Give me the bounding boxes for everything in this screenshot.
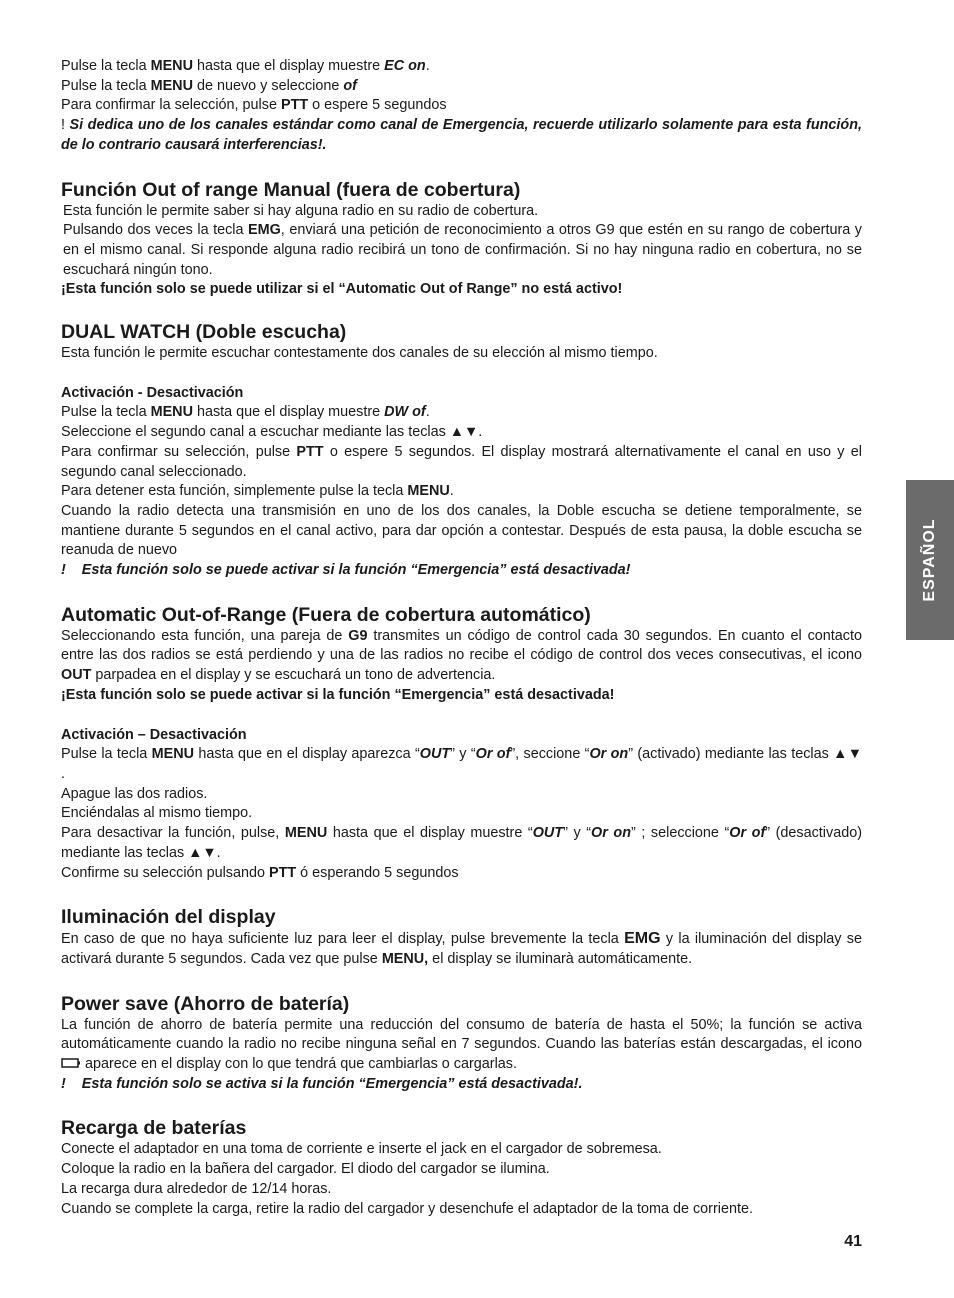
intro-line-1: Pulse la tecla MENU hasta que el display muestre EC on. bbox=[61, 58, 430, 74]
auto-oor-subheading: Activación – Desactivación bbox=[61, 726, 247, 743]
battery-icon bbox=[61, 1057, 81, 1069]
language-tab-label: ESPAÑOL bbox=[921, 518, 938, 602]
recharge-step-2: Coloque la radio en la bañera del cargador. El diodo del cargador se ilumina. bbox=[61, 1161, 550, 1178]
dual-watch-detail: Cuando la radio detecta una transmisión en uno de los dos canales, la Doble escucha se detiene temporalmente, se mantiene durante 5 segundos en el canal activo, para dar opción a contestar. Después de esta pausa, la doble escucha se reanuda de nuevo bbox=[61, 502, 862, 559]
page-content bbox=[61, 57, 862, 1219]
section-title-battery-recharge: Recarga de baterías bbox=[61, 1117, 247, 1140]
auto-oor-step-5: Confirme su selección pulsando PTT ó esperando 5 segundos bbox=[61, 864, 459, 881]
auto-oor-description: Seleccionando esta función, una pareja de G9 transmites un código de control cada 30 segundos. En cuanto el contacto entre las dos radios se está perdiendo y una de las radios no recibe el código de control dos veces consecutivas, el icono OUT parpadea en el display y se escuchará un tono de advertencia. bbox=[61, 627, 862, 684]
dual-watch-step-3: Para confirmar su selección, pulse PTT o espere 5 segundos. El display mostrará alternativamente el canal en uso y el segundo canal seleccionado. bbox=[61, 443, 862, 480]
display-lighting-description: En caso de que no haya suficiente luz para leer el display, pulse brevemente la tecla EMG y la iluminación del display se activará durante 5 segundos. Cada vez que pulse MENU, el display se iluminarà automáticamente. bbox=[61, 930, 863, 967]
manual-oor-intro: Esta función le permite saber si hay alguna radio en su radio de cobertura. bbox=[63, 202, 539, 219]
section-title-manual-out-of-range: Función Out of range Manual (fuera de cobertura) bbox=[61, 178, 521, 201]
manual-oor-description: Pulsando dos veces la tecla EMG, enviará una petición de reconocimiento a otros G9 que estén en su rango de cobertura y en el mismo canal. Si responde alguna radio recibirá un tono de confirmación. Si no hay ninguna radio en cobertura, no se escuchará ningún tono. bbox=[63, 222, 862, 278]
dual-watch-warning: ! Esta función solo se puede activar si la función “Emergencia” está desactivada! bbox=[61, 562, 631, 579]
auto-oor-note: ¡Esta función solo se puede activar si la función “Emergencia” está desactivada! bbox=[61, 686, 615, 703]
recharge-step-4: Cuando se complete la carga, retire la radio del cargador y desenchufe el adaptador de la toma de corriente. bbox=[61, 1200, 753, 1217]
dual-watch-step-2: Seleccione el segundo canal a escuchar mediante las teclas ▲▼. bbox=[61, 424, 483, 441]
auto-oor-step-3: Enciéndalas al mismo tiempo. bbox=[61, 805, 253, 822]
dual-watch-subheading: Activación - Desactivación bbox=[61, 384, 244, 401]
section-title-automatic-out-of-range: Automatic Out-of-Range (Fuera de cobertura automático) bbox=[61, 603, 591, 626]
recharge-step-3: La recarga dura alrededor de 12/14 horas. bbox=[61, 1180, 332, 1197]
manual-oor-note: ¡Esta función solo se puede utilizar si el “Automatic Out of Range” no está activo! bbox=[61, 281, 623, 298]
section-title-display-lighting: Iluminación del display bbox=[61, 906, 276, 929]
page-number: 41 bbox=[844, 1233, 862, 1250]
section-title-dual-watch: DUAL WATCH (Doble escucha) bbox=[61, 321, 347, 344]
dual-watch-intro: Esta función le permite escuchar contestamente dos canales de su elección al mismo tiempo. bbox=[61, 345, 658, 362]
language-tab bbox=[906, 480, 954, 640]
power-save-warning: ! Esta función solo se activa si la función “Emergencia” está desactivada!. bbox=[61, 1075, 583, 1092]
dual-watch-step-1: Pulse la tecla MENU hasta que el display muestre DW of. bbox=[61, 404, 430, 421]
intro-warning: ! Si dedica uno de los canales estándar como canal de Emergencia, recuerde utilizarlo solamente para esta función, de lo contrario causará interferencias!. bbox=[61, 117, 862, 153]
intro-line-2: Pulse la tecla MENU de nuevo y seleccione of bbox=[61, 77, 357, 94]
recharge-step-1: Conecte el adaptador en una toma de corriente e inserte el jack en el cargador de sobremesa. bbox=[61, 1141, 662, 1158]
auto-oor-step-4: Para desactivar la función, pulse, MENU hasta que el display muestre “OUT” y “Or on” ; seleccione “Or of” (desactivado) mediante las teclas ▲▼. bbox=[61, 825, 863, 861]
power-save-description: La función de ahorro de batería permite una reducción del consumo de batería de hasta el 50%; la función se activa automáticamente cuando la radio no recibe ninguna señal en 7 segundos. Cuando las baterías están descargadas, el icono aparece en el display con lo que tendrá que cambiarlas o cargarlas. bbox=[61, 1016, 862, 1073]
section-title-power-save: Power save (Ahorro de batería) bbox=[61, 992, 350, 1015]
auto-oor-step-1: Pulse la tecla MENU hasta que en el display aparezca “OUT” y “Or of”, seccione “Or on” (activado) mediante las teclas ▲▼ . bbox=[61, 746, 862, 782]
intro-line-3: Para confirmar la selección, pulse PTT o espere 5 segundos bbox=[61, 97, 447, 114]
dual-watch-step-4: Para detener esta función, simplemente pulse la tecla MENU. bbox=[61, 483, 454, 500]
auto-oor-step-2: Apague las dos radios. bbox=[61, 785, 208, 802]
